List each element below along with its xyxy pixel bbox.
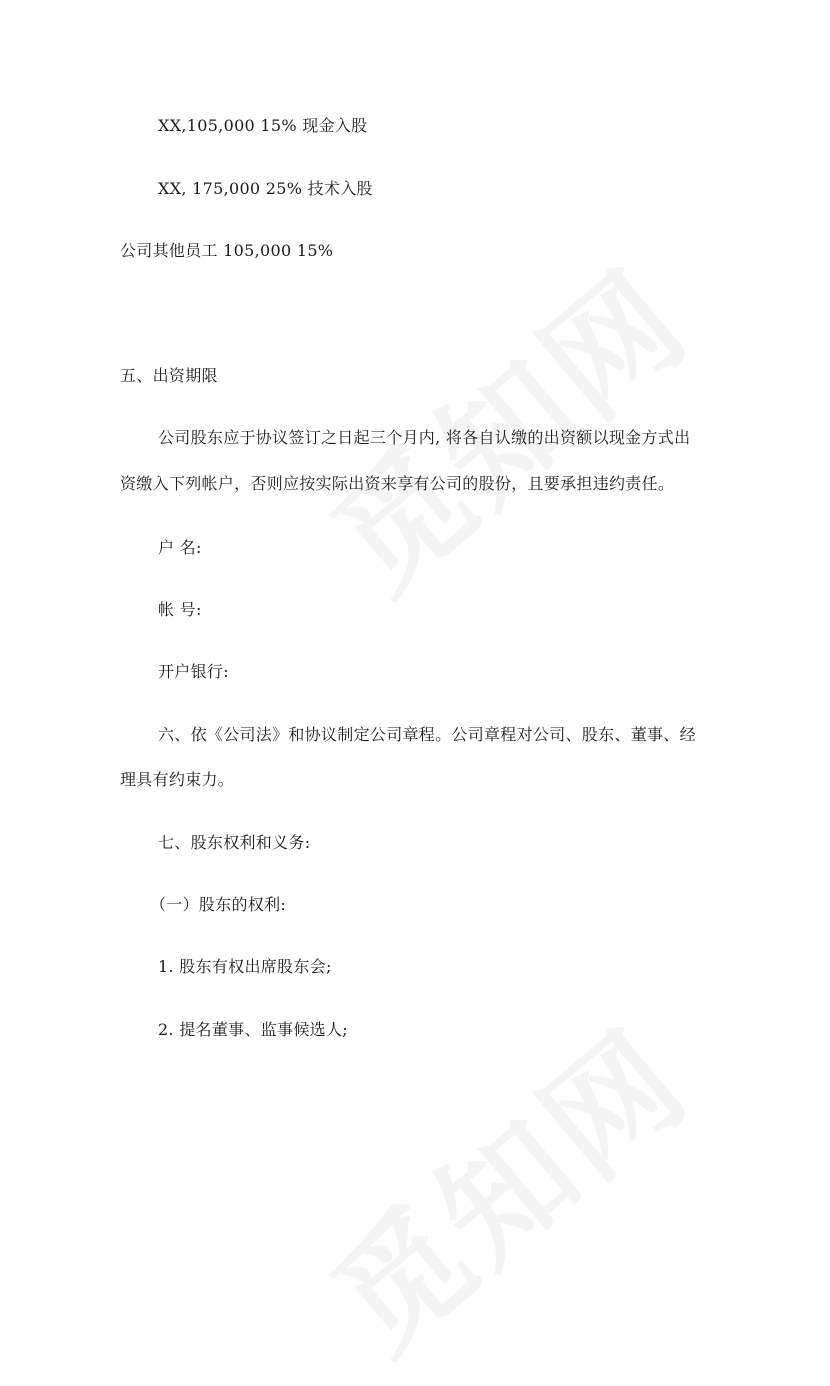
subsection-rights-heading: （一）股东的权利: [150, 895, 287, 914]
shareholder-line-1: XX,105,000 15% 现金入股 [158, 116, 368, 135]
section-5-paragraph-line-1: 公司股东应于协议签订之日起三个月内, 将各自认缴的出资额以现金方式出 [158, 428, 691, 447]
account-number-label: 帐 号: [158, 600, 202, 619]
section-6-line-2: 理具有约束力。 [120, 770, 235, 789]
section-5-heading: 五、出资期限 [120, 366, 218, 385]
watermark-bottom [288, 981, 721, 1386]
section-7-heading: 七、股东权利和义务: [158, 833, 311, 852]
bank-label: 开户银行: [158, 662, 229, 681]
shareholder-line-2: XX, 175,000 25% 技术入股 [158, 179, 373, 198]
section-5-paragraph-line-2: 资缴入下列帐户，否则应按实际出资来享有公司的股份，且要承担违约责任。 [120, 474, 675, 493]
account-name-label: 户 名: [158, 538, 202, 557]
right-item-1: 1. 股东有权出席股东会; [158, 957, 332, 976]
watermark [288, 221, 721, 627]
section-6-line-1: 六、依《公司法》和协议制定公司章程。公司章程对公司、股东、董事、经 [158, 725, 696, 744]
shareholder-line-3: 公司其他员工 105,000 15% [120, 241, 334, 260]
right-item-2: 2. 提名董事、监事候选人; [158, 1020, 348, 1039]
